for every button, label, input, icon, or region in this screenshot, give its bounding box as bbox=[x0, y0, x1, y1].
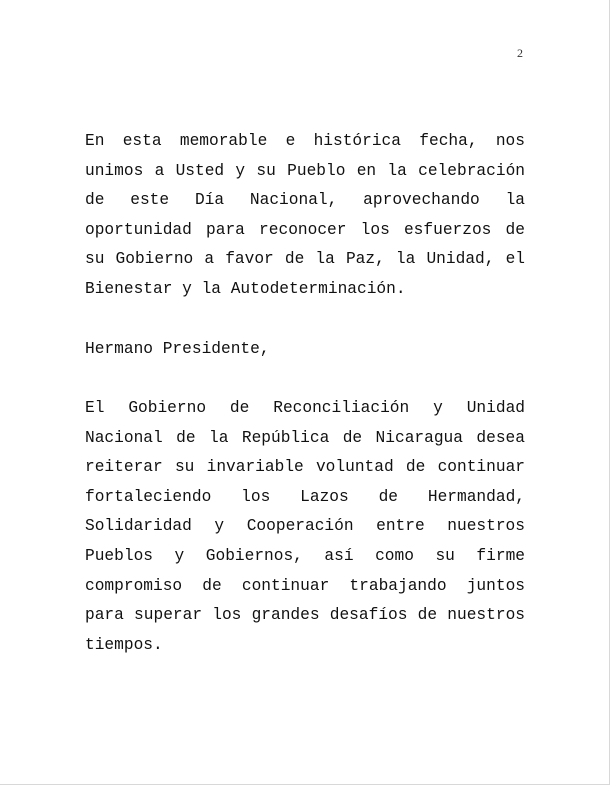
paragraph-greeting: En esta memorable e histórica fecha, nos unimos a Usted y su Pueblo en la celebración de este Día Nacional, aprovechando la oportunidad para reconocer los esfuerzos de su Gobierno a favor de la Paz, la Unidad, el Bienestar y la Autodeterminación. bbox=[85, 132, 525, 298]
page-number: 2 bbox=[517, 46, 523, 60]
salutation: Hermano Presidente, bbox=[85, 340, 270, 358]
paragraph-commitment: El Gobierno de Reconciliación y Unidad Nacional de la República de Nicaragua desea reiterar su invariable voluntad de continuar fortaleciendo los Lazos de Hermandad, Solidaridad y Cooperación entre nuestros Pueblos y Gobiernos, así como su firme compromiso de continuar trabajando juntos para superar los grandes desafíos de nuestros tiempos. bbox=[85, 399, 525, 654]
